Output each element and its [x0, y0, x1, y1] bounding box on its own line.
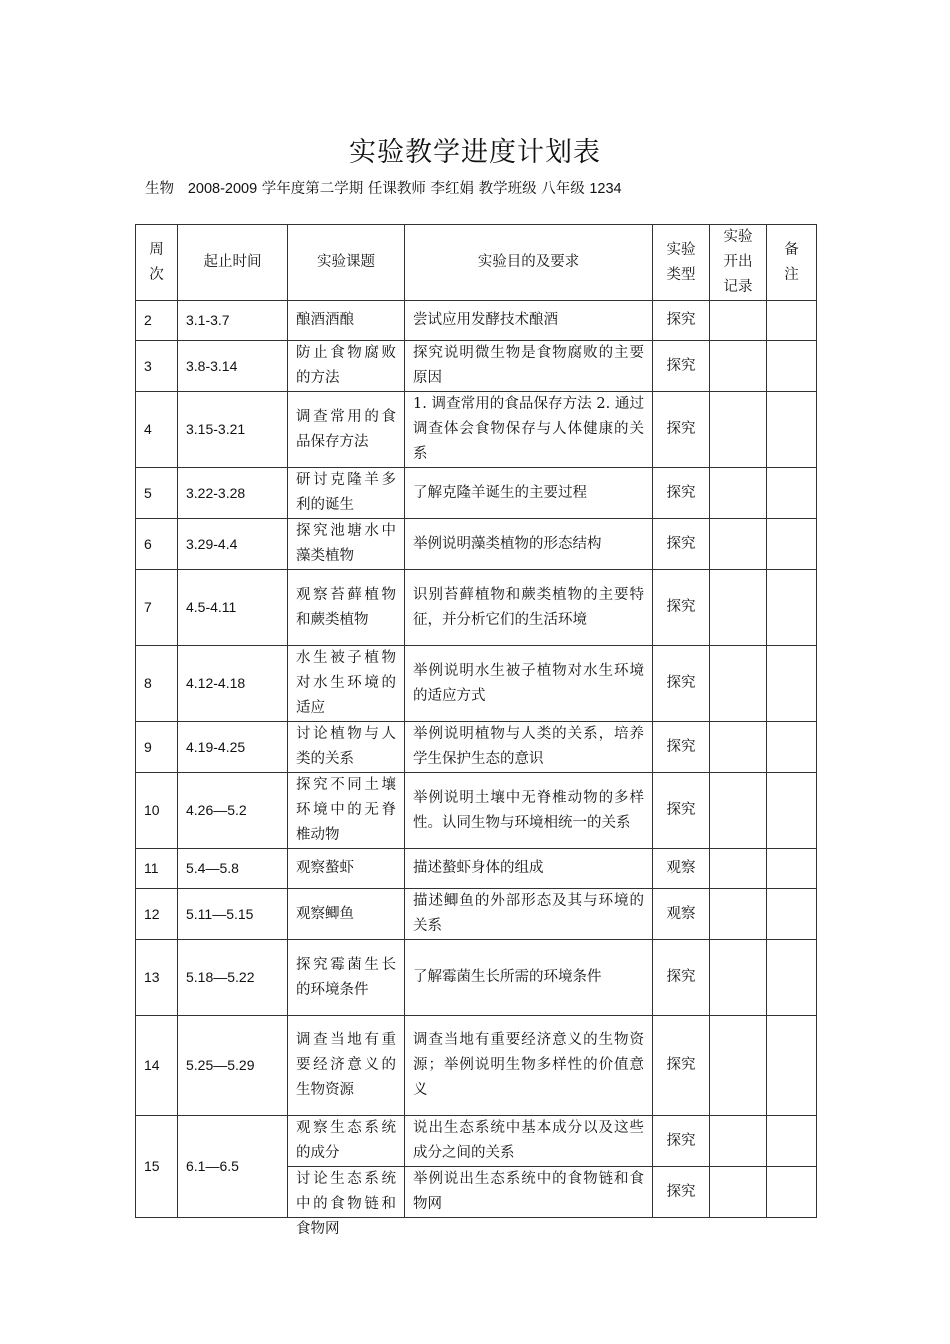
table-row [136, 722, 817, 773]
aim-cell: 举例说明土壤中无脊椎动物的多样性。认同生物与环境相统一的关系 [405, 773, 653, 849]
record-cell [710, 773, 767, 849]
note-cell [767, 1016, 817, 1116]
topic-cell: 观察生态系统的成分 [288, 1116, 405, 1167]
note-cell [767, 773, 817, 849]
week-cell: 2 [136, 301, 178, 341]
record-cell [710, 468, 767, 519]
note-cell [767, 392, 817, 468]
dates-cell: 3.22-3.28 [178, 468, 288, 519]
record-cell [710, 940, 767, 1016]
header-record-line-1: 实验 [723, 229, 753, 245]
type-cell: 探究 [653, 1116, 710, 1167]
dates-cell: 4.12-4.18 [178, 646, 288, 722]
dates-cell: 4.19-4.25 [178, 722, 288, 773]
teacher-label: 任课教师 [367, 181, 426, 197]
dates-cell: 5.4—5.8 [178, 849, 288, 889]
header-topic: 实验课题 [288, 225, 405, 301]
dates-cell: 3.15-3.21 [178, 392, 288, 468]
type-cell: 探究 [653, 722, 710, 773]
aim-cell: 举例说明植物与人类的关系，培养学生保护生态的意识 [405, 722, 653, 773]
term: 学年度第二学期 [261, 181, 364, 197]
aim-cell: 1. 调查常用的食品保存方法 2. 通过调查体会食物保存与人体健康的关系 [405, 392, 653, 468]
header-record-line-2: 开出 [723, 254, 753, 270]
grade: 八年级 [541, 181, 585, 197]
topic-cell: 讨论植物与人类的关系 [288, 722, 405, 773]
type-cell: 探究 [653, 341, 710, 392]
dates-cell: 5.25—5.29 [178, 1016, 288, 1116]
week-cell: 12 [136, 889, 178, 940]
note-cell [767, 646, 817, 722]
table-row [136, 392, 817, 468]
dates-cell: 4.26—5.2 [178, 773, 288, 849]
record-cell [710, 722, 767, 773]
record-cell [710, 301, 767, 341]
dates-cell: 3.8-3.14 [178, 341, 288, 392]
aim-cell: 尝试应用发酵技术酿酒 [405, 301, 653, 341]
record-cell [710, 519, 767, 570]
school-year: 2008-2009 [187, 181, 258, 197]
topic-cell-text: 讨论生态系统中的食物链和食物网 [296, 1171, 396, 1237]
table-row [136, 341, 817, 392]
dates-cell: 5.18—5.22 [178, 940, 288, 1016]
note-cell [767, 722, 817, 773]
type-cell: 探究 [653, 301, 710, 341]
topic-cell: 酿酒酒酿 [288, 301, 405, 341]
aim-cell: 探究说明微生物是食物腐败的主要原因 [405, 341, 653, 392]
table-row [136, 1116, 817, 1167]
dates-cell: 5.11—5.15 [178, 889, 288, 940]
type-cell: 探究 [653, 646, 710, 722]
week-cell: 10 [136, 773, 178, 849]
header-note-line-2: 注 [784, 266, 799, 283]
header-note [767, 225, 817, 301]
aim-cell: 了解克隆羊诞生的主要过程 [405, 468, 653, 519]
topic-cell: 水生被子植物对水生环境的适应 [288, 646, 405, 722]
note-cell [767, 341, 817, 392]
record-cell [710, 1167, 767, 1218]
table-row [136, 519, 817, 570]
record-cell [710, 849, 767, 889]
type-cell: 探究 [653, 570, 710, 646]
topic-cell: 观察苔藓植物和蕨类植物 [288, 570, 405, 646]
topic-cell: 研讨克隆羊多利的诞生 [288, 468, 405, 519]
header-aim: 实验目的及要求 [405, 225, 653, 301]
type-cell: 探究 [653, 1016, 710, 1116]
subtitle [145, 177, 622, 198]
note-cell [767, 1167, 817, 1218]
topic-cell: 探究不同土壤环境中的无脊椎动物 [288, 773, 405, 849]
table-row [136, 940, 817, 1016]
aim-cell: 举例说明水生被子植物对水生环境的适应方式 [405, 646, 653, 722]
table-row [136, 646, 817, 722]
header-row [136, 225, 817, 301]
header-week-line-2: 次 [149, 266, 164, 283]
table-row [136, 889, 817, 940]
week-cell: 9 [136, 722, 178, 773]
dates-cell: 3.1-3.7 [178, 301, 288, 341]
week-cell: 8 [136, 646, 178, 722]
note-cell [767, 301, 817, 341]
topic-cell: 观察鲫鱼 [288, 889, 405, 940]
type-cell: 探究 [653, 519, 710, 570]
topic-cell: 探究池塘水中藻类植物 [288, 519, 405, 570]
header-note-line-1: 备 [784, 241, 799, 258]
aim-cell: 举例说出生态系统中的食物链和食物网 [405, 1167, 653, 1218]
header-type [653, 225, 710, 301]
week-cell: 14 [136, 1016, 178, 1116]
subject: 生物 [145, 181, 174, 197]
note-cell [767, 570, 817, 646]
topic-cell: 防止食物腐败的方法 [288, 341, 405, 392]
table-row [136, 1016, 817, 1116]
header-type-line-1: 实验 [666, 241, 696, 258]
page-title: 实验教学进度计划表 [349, 137, 601, 168]
header-week-line-1: 周 [149, 241, 164, 258]
topic-cell [288, 1167, 405, 1237]
type-cell: 探究 [653, 468, 710, 519]
table-row [136, 468, 817, 519]
table-row [136, 570, 817, 646]
type-cell: 观察 [653, 889, 710, 940]
record-cell [710, 646, 767, 722]
note-cell [767, 849, 817, 889]
topic-cell: 探究霉菌生长的环境条件 [288, 940, 405, 1016]
week-cell: 13 [136, 940, 178, 1016]
note-cell [767, 940, 817, 1016]
note-cell [767, 468, 817, 519]
class-numbers: 1234 [589, 181, 622, 197]
aim-cell: 举例说明藻类植物的形态结构 [405, 519, 653, 570]
header-type-line-2: 类型 [666, 266, 696, 283]
topic-cell: 调查常用的食品保存方法 [288, 392, 405, 468]
week-cell: 15 [136, 1116, 178, 1218]
note-cell [767, 1116, 817, 1167]
aim-cell: 调查当地有重要经济意义的生物资源；举例说明生物多样性的价值意义 [405, 1016, 653, 1116]
teacher-name: 李红娟 [430, 181, 474, 197]
type-cell: 探究 [653, 1167, 710, 1218]
record-cell [710, 341, 767, 392]
topic-cell: 观察螯虾 [288, 849, 405, 889]
week-cell: 6 [136, 519, 178, 570]
type-cell: 探究 [653, 773, 710, 849]
note-cell [767, 889, 817, 940]
type-cell: 探究 [653, 392, 710, 468]
aim-cell: 了解霉菌生长所需的环境条件 [405, 940, 653, 1016]
week-cell: 5 [136, 468, 178, 519]
week-cell: 11 [136, 849, 178, 889]
topic-cell: 调查当地有重要经济意义的生物资源 [288, 1016, 405, 1116]
schedule-table [135, 224, 817, 1237]
record-cell [710, 1116, 767, 1167]
aim-cell: 识别苔藓植物和蕨类植物的主要特征，并分析它们的生活环境 [405, 570, 653, 646]
header-dates: 起止时间 [178, 225, 288, 301]
record-cell [710, 392, 767, 468]
type-cell: 探究 [653, 940, 710, 1016]
header-record-line-3: 记录 [723, 279, 753, 295]
table-row [136, 773, 817, 849]
class-label: 教学班级 [478, 181, 537, 197]
table-row [136, 301, 817, 341]
week-cell: 3 [136, 341, 178, 392]
record-cell [710, 570, 767, 646]
aim-cell: 说出生态系统中基本成分以及这些成分之间的关系 [405, 1116, 653, 1167]
week-cell: 4 [136, 392, 178, 468]
week-cell: 7 [136, 570, 178, 646]
record-cell [710, 1016, 767, 1116]
dates-cell: 4.5-4.11 [178, 570, 288, 646]
dates-cell: 6.1—6.5 [178, 1116, 288, 1218]
type-cell: 观察 [653, 849, 710, 889]
header-record [710, 225, 767, 301]
dates-cell: 3.29-4.4 [178, 519, 288, 570]
note-cell [767, 519, 817, 570]
record-cell [710, 889, 767, 940]
header-week [136, 225, 178, 301]
table-row [136, 849, 817, 889]
aim-cell: 描述螯虾身体的组成 [405, 849, 653, 889]
aim-cell: 描述鲫鱼的外部形态及其与环境的关系 [405, 889, 653, 940]
